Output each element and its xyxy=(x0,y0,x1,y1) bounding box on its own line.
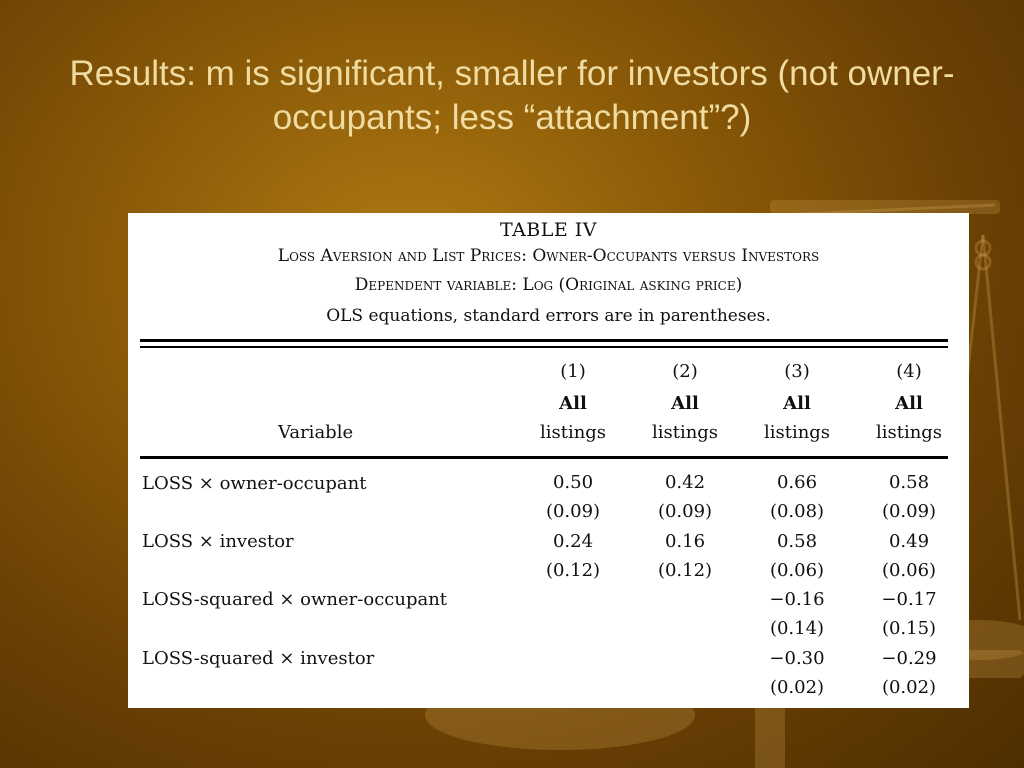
coefficient-cell: 0.58 xyxy=(776,531,818,552)
std-error-cell: (0.09) xyxy=(545,501,601,522)
coefficient-cell: −0.17 xyxy=(881,589,937,610)
column-header-line2: listings xyxy=(763,422,831,443)
column-header-line1: All xyxy=(671,393,699,414)
std-error-cell: (0.12) xyxy=(545,560,601,581)
std-error-cell: (0.15) xyxy=(881,618,937,639)
std-error-cell: (0.06) xyxy=(881,560,937,581)
column-header-line2: listings xyxy=(651,422,719,443)
coefficient-cell: 0.42 xyxy=(664,472,706,493)
std-error-cell: (0.09) xyxy=(657,501,713,522)
std-error-cell: (0.02) xyxy=(881,677,937,698)
column-header-line1: All xyxy=(559,393,587,414)
table-dependent-variable: Dependent variable: Log (Original asking price) xyxy=(354,275,743,295)
coefficient-cell: 0.66 xyxy=(776,472,818,493)
row-label: LOSS × owner-occupant xyxy=(142,473,367,494)
top-rule-second xyxy=(140,346,948,348)
coefficient-cell: 0.58 xyxy=(888,472,930,493)
coefficient-cell: −0.16 xyxy=(769,589,825,610)
row-label: LOSS-squared × investor xyxy=(142,648,375,669)
header-rule xyxy=(140,456,948,459)
std-error-cell: (0.14) xyxy=(769,618,825,639)
results-table xyxy=(128,213,969,708)
coefficient-cell: −0.30 xyxy=(769,648,825,669)
std-error-cell: (0.06) xyxy=(769,560,825,581)
column-header-line1: All xyxy=(895,393,923,414)
variable-header: Variable xyxy=(278,422,354,443)
slide-title: Results: m is significant, smaller for investors (not owner-occupants; less “attachment”?) xyxy=(69,54,955,137)
std-error-cell: (0.08) xyxy=(769,501,825,522)
table-number: TABLE IV xyxy=(499,219,598,241)
coefficient-cell: 0.16 xyxy=(664,531,706,552)
column-number: (3) xyxy=(784,361,810,382)
std-error-cell: (0.09) xyxy=(881,501,937,522)
coefficient-cell: 0.50 xyxy=(552,472,594,493)
column-header-line2: listings xyxy=(539,422,607,443)
coefficient-cell: 0.24 xyxy=(552,531,594,552)
coefficient-cell: 0.49 xyxy=(888,531,930,552)
column-number: (4) xyxy=(896,361,922,382)
coefficient-cell: −0.29 xyxy=(881,648,937,669)
std-error-cell: (0.12) xyxy=(657,560,713,581)
row-label: LOSS-squared × owner-occupant xyxy=(142,589,448,610)
column-header-line2: listings xyxy=(875,422,943,443)
table-note: OLS equations, standard errors are in parentheses. xyxy=(326,306,771,326)
top-rule xyxy=(140,339,948,342)
table-title: Loss Aversion and List Prices: Owner-Occupants versus Investors xyxy=(277,246,820,266)
column-number: (2) xyxy=(672,361,698,382)
column-header-line1: All xyxy=(783,393,811,414)
std-error-cell: (0.02) xyxy=(769,677,825,698)
row-label: LOSS × investor xyxy=(142,531,294,552)
column-number: (1) xyxy=(560,361,586,382)
